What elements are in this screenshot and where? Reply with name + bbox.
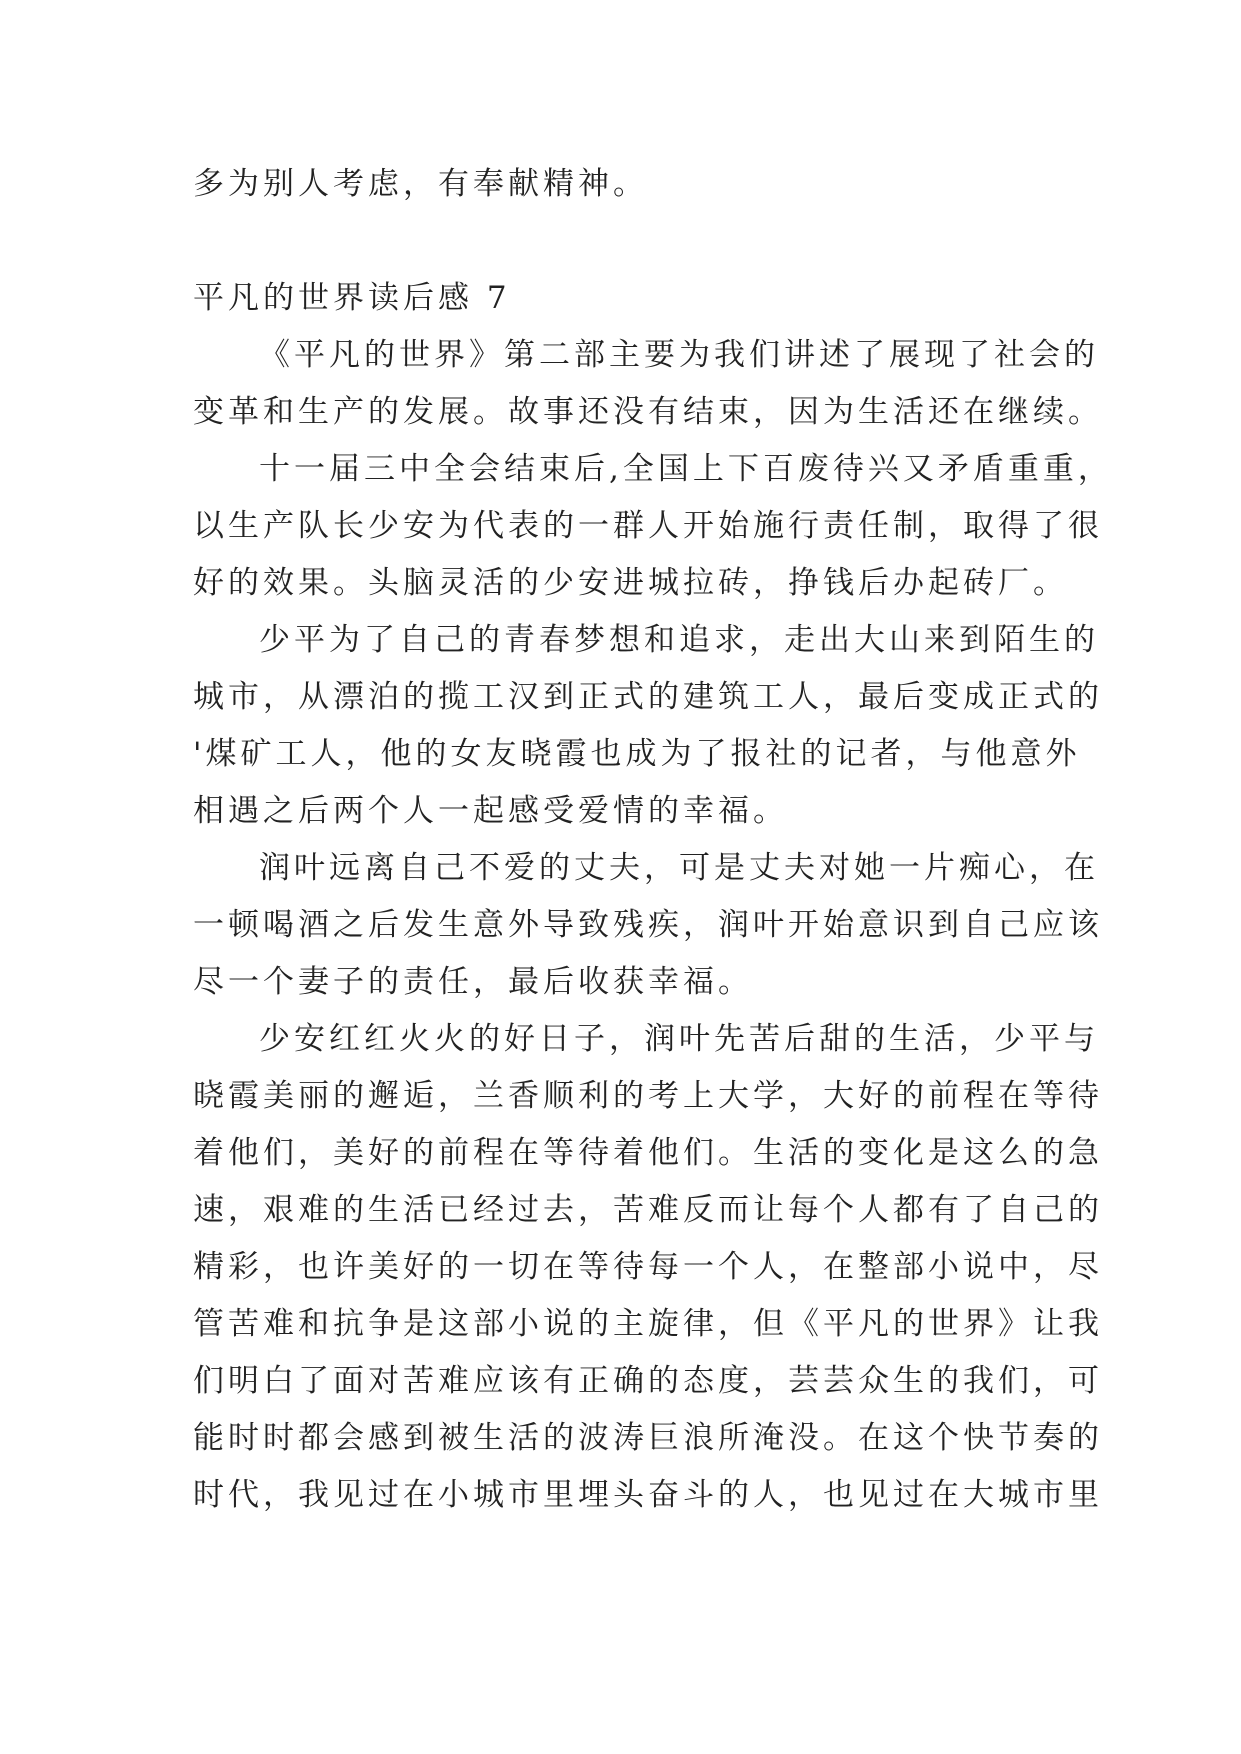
paragraph-line: 精彩，也许美好的一切在等待每一个人，在整部小说中，尽 xyxy=(193,1249,1103,1285)
paragraph-line: 相遇之后两个人一起感受爱情的幸福。 xyxy=(193,793,788,829)
section-title: 平凡的世界读后感 7 xyxy=(193,280,511,316)
paragraph-line: 变革和生产的发展。故事还没有结束，因为生活还在继续。 xyxy=(193,394,1103,430)
paragraph-line: 着他们，美好的前程在等待着他们。生活的变化是这么的急 xyxy=(193,1135,1103,1171)
paragraph xyxy=(193,441,1113,612)
paragraph-line: '煤矿工人，他的女友晓霞也成为了报社的记者，与他意外 xyxy=(193,736,1081,772)
paragraph-line: 好的效果。头脑灵活的少安进城拉砖，挣钱后办起砖厂。 xyxy=(193,565,1068,601)
paragraph xyxy=(193,327,1103,441)
paragraph-line: 以生产队长少安为代表的一群人开始施行责任制，取得了很 xyxy=(193,508,1103,544)
paragraph-line: 晓霞美丽的邂逅，兰香顺利的考上大学，大好的前程在等待 xyxy=(193,1078,1103,1114)
paragraph xyxy=(193,1011,1103,1524)
paragraph xyxy=(193,840,1103,1011)
paragraph-line: 少平为了自己的青春梦想和追求，走出大山来到陌生的 xyxy=(259,622,1099,658)
paragraph-line: 城市，从漂泊的揽工汉到正式的建筑工人，最后变成正式的 xyxy=(193,679,1103,715)
intro-line: 多为别人考虑，有奉献精神。 xyxy=(193,166,648,202)
paragraph xyxy=(193,612,1103,840)
paragraph-line: 十一届三中全会结束后,全国上下百废待兴又矛盾重重， xyxy=(259,451,1113,487)
paragraph-line: 尽一个妻子的责任，最后收获幸福。 xyxy=(193,964,753,1000)
paragraph-line: 一顿喝酒之后发生意外导致残疾，润叶开始意识到自己应该 xyxy=(193,907,1103,943)
paragraph-line: 润叶远离自己不爱的丈夫，可是丈夫对她一片痴心，在 xyxy=(259,850,1099,886)
paragraph-line: 《平凡的世界》第二部主要为我们讲述了展现了社会的 xyxy=(259,337,1099,373)
blank-line xyxy=(193,213,1053,270)
paragraph-line: 时代，我见过在小城市里埋头奋斗的人，也见过在大城市里 xyxy=(193,1477,1103,1513)
paragraph-line: 们明白了面对苦难应该有正确的态度，芸芸众生的我们，可 xyxy=(193,1363,1103,1399)
paragraph-line: 能时时都会感到被生活的波涛巨浪所淹没。在这个快节奏的 xyxy=(193,1420,1103,1456)
paragraph-line: 管苦难和抗争是这部小说的主旋律，但《平凡的世界》让我 xyxy=(193,1306,1103,1342)
paragraph-line: 少安红红火火的好日子，润叶先苦后甜的生活，少平与 xyxy=(259,1021,1099,1057)
document-body xyxy=(193,156,1113,1524)
paragraph-line: 速，艰难的生活已经过去，苦难反而让每个人都有了自己的 xyxy=(193,1192,1103,1228)
